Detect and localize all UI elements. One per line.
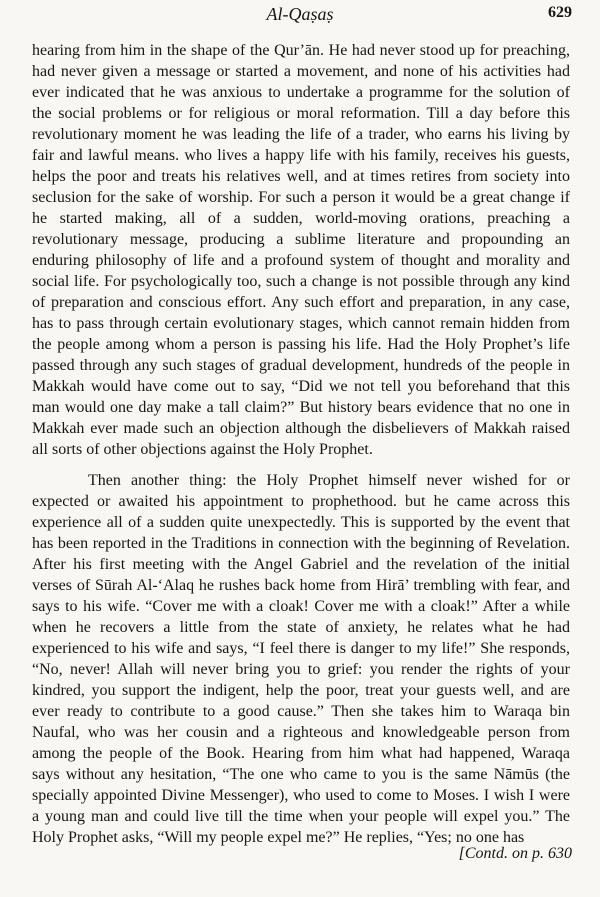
page-number: 629 <box>548 4 572 21</box>
text-line: After his first meeting with the Angel Gabriel and the revelation of the initial <box>32 556 570 573</box>
text-line: man would one day make a tall claim?” But history bears evidence that no one in <box>32 399 570 416</box>
text-line: had never given a message or started a movement, and none of his activities had <box>32 63 570 80</box>
text-line: has to pass through certain evolutionary stages, which cannot remain hidden from <box>32 315 570 332</box>
text-line: specially appointed Divine Messenger), who used to come to Moses. I wish I were <box>32 787 570 804</box>
text-line: ever ready to contribute to a good cause.” Then she takes him to Waraqa bin <box>32 703 570 720</box>
text-line: the people among whom a person is passing his life. Had the Holy Prophet’s life <box>32 336 570 353</box>
paragraph <box>32 470 570 848</box>
body-text <box>32 40 570 848</box>
text-line: “No, never! Allah will never bring you to grief: you render the rights of your <box>32 661 570 678</box>
text-line: fair and lawful means. who lives a happy life with his family, receives his guests, <box>32 147 570 164</box>
text-line: all sorts of other objections against the Holy Prophet. <box>32 441 373 458</box>
text-line: Holy Prophet asks, “Will my people expel me?” He replies, “Yes; no one has <box>32 829 525 846</box>
text-line: verses of Sūrah Al-‘Alaq he rushes back home from Hirā’ trembling with fear, and <box>32 577 570 594</box>
text-line: says without any hesitation, “The one who came to you is the same Nāmūs (the <box>32 766 570 783</box>
text-line: a young man and could live till the time when your people will expel you.” The <box>32 808 570 825</box>
text-line: says to his wife. “Cover me with a cloak! Cover me with a cloak!” After a while <box>32 598 570 615</box>
text-line: Naufal, who was her cousin and a righteous and knowledgeable person from <box>32 724 570 741</box>
running-header-title: Al-Qaṣaṣ <box>266 4 334 24</box>
text-line: ever indicated that he was anxious to undertake a programme for the solution of <box>32 84 570 101</box>
text-line: revolutionary message, producing a sublime literature and propounding an <box>32 231 570 248</box>
text-line: seclusion for the sake of worship. For such a person it would be a great change if <box>32 189 570 206</box>
text-line: passed through any such stages of gradual development, hundreds of the people in <box>32 357 570 374</box>
paragraph-gap <box>32 460 570 470</box>
text-line: revolutionary moment he was leading the life of a trader, who earns his living by <box>32 126 570 143</box>
text-line: of preparation and conscious effort. Any such effort and preparation, in any case, <box>32 294 570 311</box>
paragraph <box>32 40 570 460</box>
text-line: Then another thing: the Holy Prophet himself never wished for or <box>88 472 570 489</box>
text-line: hearing from him in the shape of the Qur’ān. He had never stood up for preaching, <box>32 42 570 59</box>
text-line: has been reported in the Traditions in connection with the beginning of Revelation. <box>32 535 570 552</box>
text-line: helps the poor and treats his relatives well, and at times retires from society into <box>32 168 570 185</box>
continuation-note: [Contd. on p. 630 <box>458 845 572 862</box>
text-line: the social problems or for religious or moral reformation. Till a day before this <box>32 105 570 122</box>
text-line: experienced to his wife and says, “I feel there is danger to my life!” She responds, <box>32 640 570 657</box>
text-line: kindred, you support the indigent, help the poor, treat your guests well, and are <box>32 682 570 699</box>
text-line: Makkah would have come out to say, “Did we not tell you beforehand that this <box>32 378 570 395</box>
text-line: expected or awaited his appointment to prophethood. but he came across this <box>32 493 570 510</box>
text-line: experience all of a sudden quite unexpectedly. This is supported by the event that <box>32 514 570 531</box>
text-line: Makkah ever made such an objection although the disbelievers of Makkah raised <box>32 420 570 437</box>
text-line: social life. For psychologically too, such a change is not possible through any kind <box>32 273 570 290</box>
text-line: enduring philosophy of life and a profound system of thought and morality and <box>32 252 570 269</box>
text-line: he started making, all of a sudden, world-moving orations, preaching a <box>32 210 570 227</box>
text-line: when he recovers a little from the state of anxiety, he relates what he had <box>32 619 570 636</box>
text-line: among the people of the Book. Hearing from him what had happened, Waraqa <box>32 745 570 762</box>
